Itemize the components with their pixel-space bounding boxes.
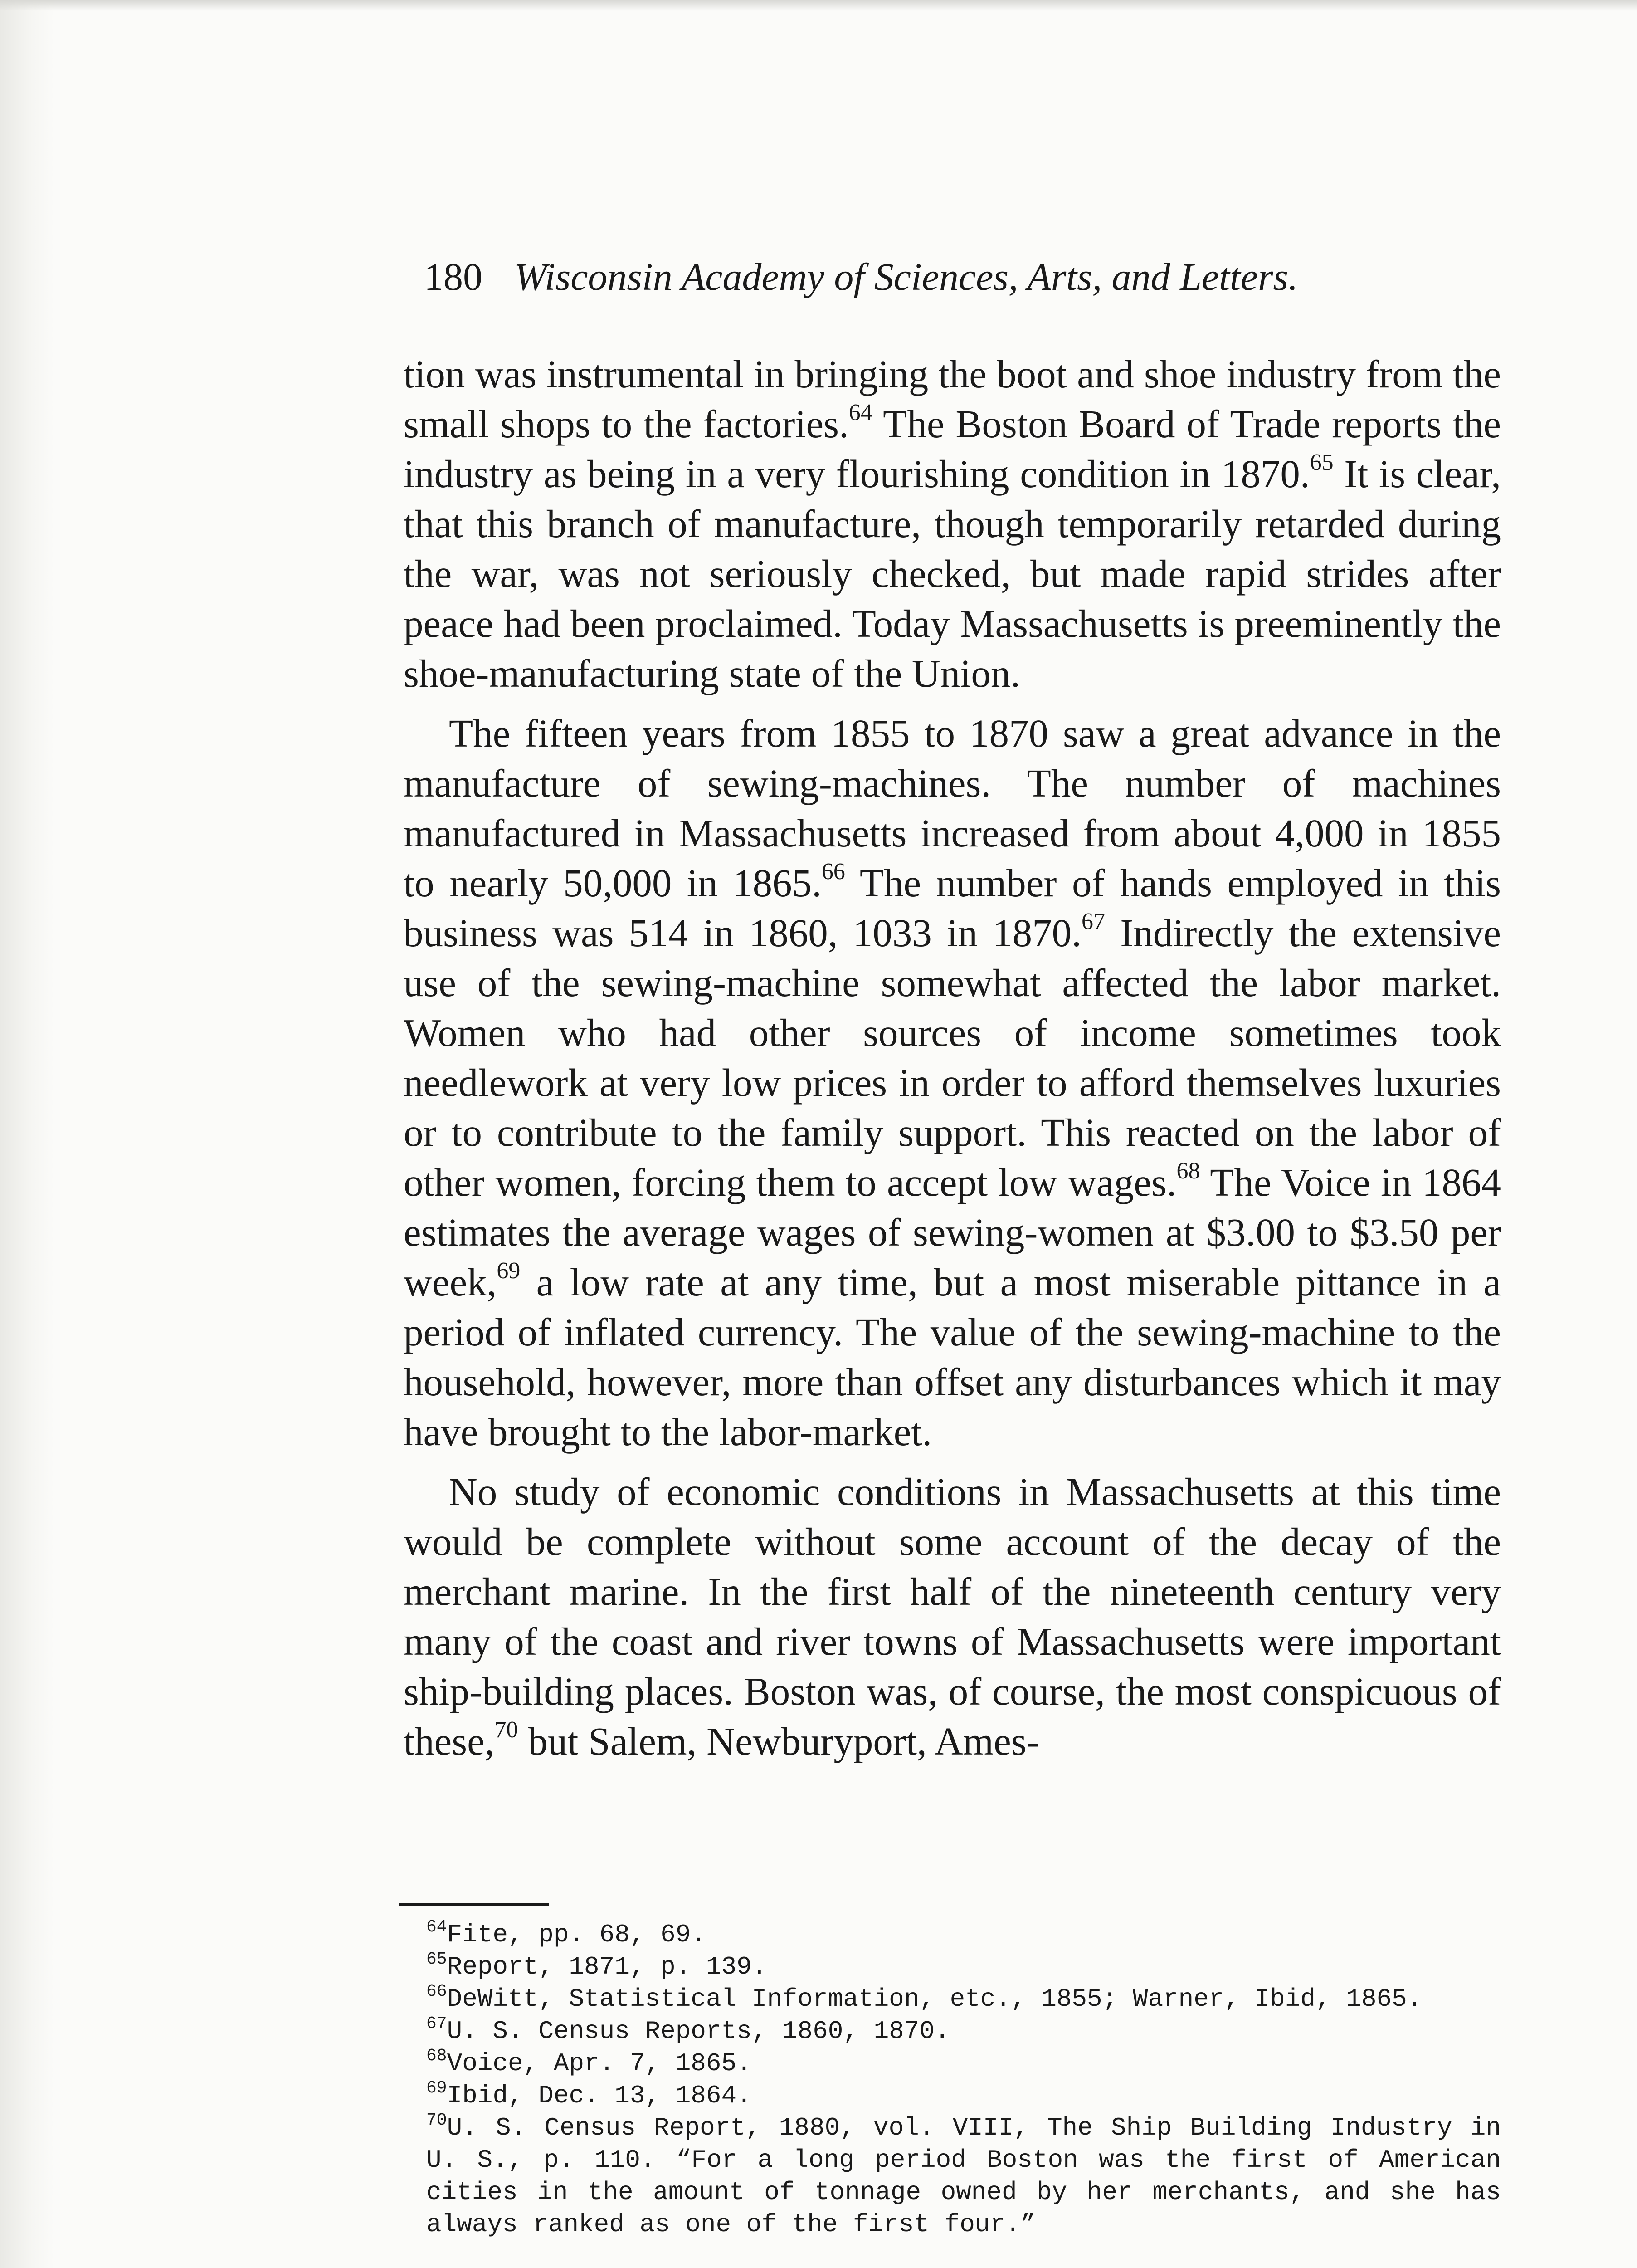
paragraph-text: The Boston Board of Trade reports the industry as being in a very flourishing condition in 1870. [404,402,1501,496]
footnote-ref-69: 69 [497,1258,521,1284]
paragraph-text: It is clear, that this branch of manufacture, though temporarily retarded during the war, was not seriously checked, but made rapid strides after peace had been proclaimed. Today Massachusetts is preeminently the shoe-manufacturing state of the Union. [404,452,1501,695]
footnote-text: Fite, pp. 68, 69. [447,1920,706,1949]
footnote-69 [404,2080,1501,2112]
scan-page-edge [0,0,54,2268]
running-header [424,252,1399,302]
footnote-number: 64 [426,1917,447,1937]
paragraph-text: The Voice in 1864 estimates the average wages of sewing-women at $3.00 to $3.50 per week, [404,1160,1501,1304]
paragraph-text: No study of economic conditions in Massachusetts at this time would be complete without some account of the decay of the merchant marine. In the first half of the nineteenth century very many of the coast and river towns of Massachusetts were important ship-building places. Boston was, of course, the most conspicuous of these, [404,1470,1501,1763]
paragraph-text: The number of hands employed in this business was 514 in 1860, 1033 in 1870. [404,861,1501,955]
footnote-ref-66: 66 [821,859,845,885]
footnote-ref-67: 67 [1081,909,1105,934]
footnote-ref-68: 68 [1176,1158,1200,1184]
footnote-66 [404,1983,1501,2015]
paragraph-2 [404,709,1501,1457]
footnotes [404,1919,1501,2241]
footnote-text: Voice, Apr. 7, 1865. [447,2049,752,2078]
paragraph-text: tion was instrumental in bringing the boot and shoe industry from the small shops to the factories. [404,352,1501,446]
footnote-ref-65: 65 [1310,450,1334,475]
footnote-68 [404,2048,1501,2080]
paragraph-3 [404,1467,1501,1766]
footnote-ref-70: 70 [494,1717,518,1743]
footnote-text: Report, 1871, p. 139. [447,1952,767,1981]
running-title: Wisconsin Academy of Sciences, Arts, and Letters. [514,255,1298,298]
footnote-64 [404,1919,1501,1951]
footnote-number: 70 [426,2111,447,2130]
paragraph-text: a low rate at any time, but a most miserable pittance in a period of inflated currency. The value of the sewing-machine to the household, however, more than offset any disturbances which it may have brought to the labor-market. [404,1260,1501,1454]
footnote-number: 65 [426,1950,447,1969]
paragraph-text: Indirectly the extensive use of the sewing-machine somewhat affected the labor market. Women who had other sources of income sometimes took needlework at very low prices in order to afford themselves luxuries or to contribute to the family support. This reacted on the labor of other women, forcing them to accept low wages. [404,911,1501,1204]
footnote-70 [404,2112,1501,2241]
footnote-number: 67 [426,2014,447,2033]
footnote-text: DeWitt, Statistical Information, etc., 1855; Warner, Ibid, 1865. [447,1984,1423,2014]
footnote-ref-64: 64 [848,400,872,425]
footnote-separator [399,1903,549,1906]
footnote-67 [404,2015,1501,2048]
scan-top-shadow [0,0,1637,11]
page-number: 180 [424,255,482,298]
body-text [404,349,1501,1766]
footnote-text: U. S. Census Reports, 1860, 1870. [447,2017,950,2046]
footnote-number: 69 [426,2078,447,2098]
footnote-text: U. S. Census Report, 1880, vol. VIII, The Ship Building Industry in U. S., p. 110. “For a long period Boston was the first of American cities in the amount of tonnage owned by her merchants, and she has always ranked as one of the first four.” [426,2113,1501,2239]
paragraph-text: The fifteen years from 1855 to 1870 saw a great advance in the manufacture of sewing-machines. The number of machines manufactured in Massachusetts increased from about 4,000 in 1855 to nearly 50,000 in 1865. [404,711,1501,905]
footnote-number: 68 [426,2046,447,2066]
footnote-number: 66 [426,1982,447,2001]
footnote-text: Ibid, Dec. 13, 1864. [447,2081,752,2110]
paragraph-1 [404,349,1501,699]
footnote-65 [404,1951,1501,1983]
paragraph-text: but Salem, Newburyport, Ames- [518,1719,1040,1763]
